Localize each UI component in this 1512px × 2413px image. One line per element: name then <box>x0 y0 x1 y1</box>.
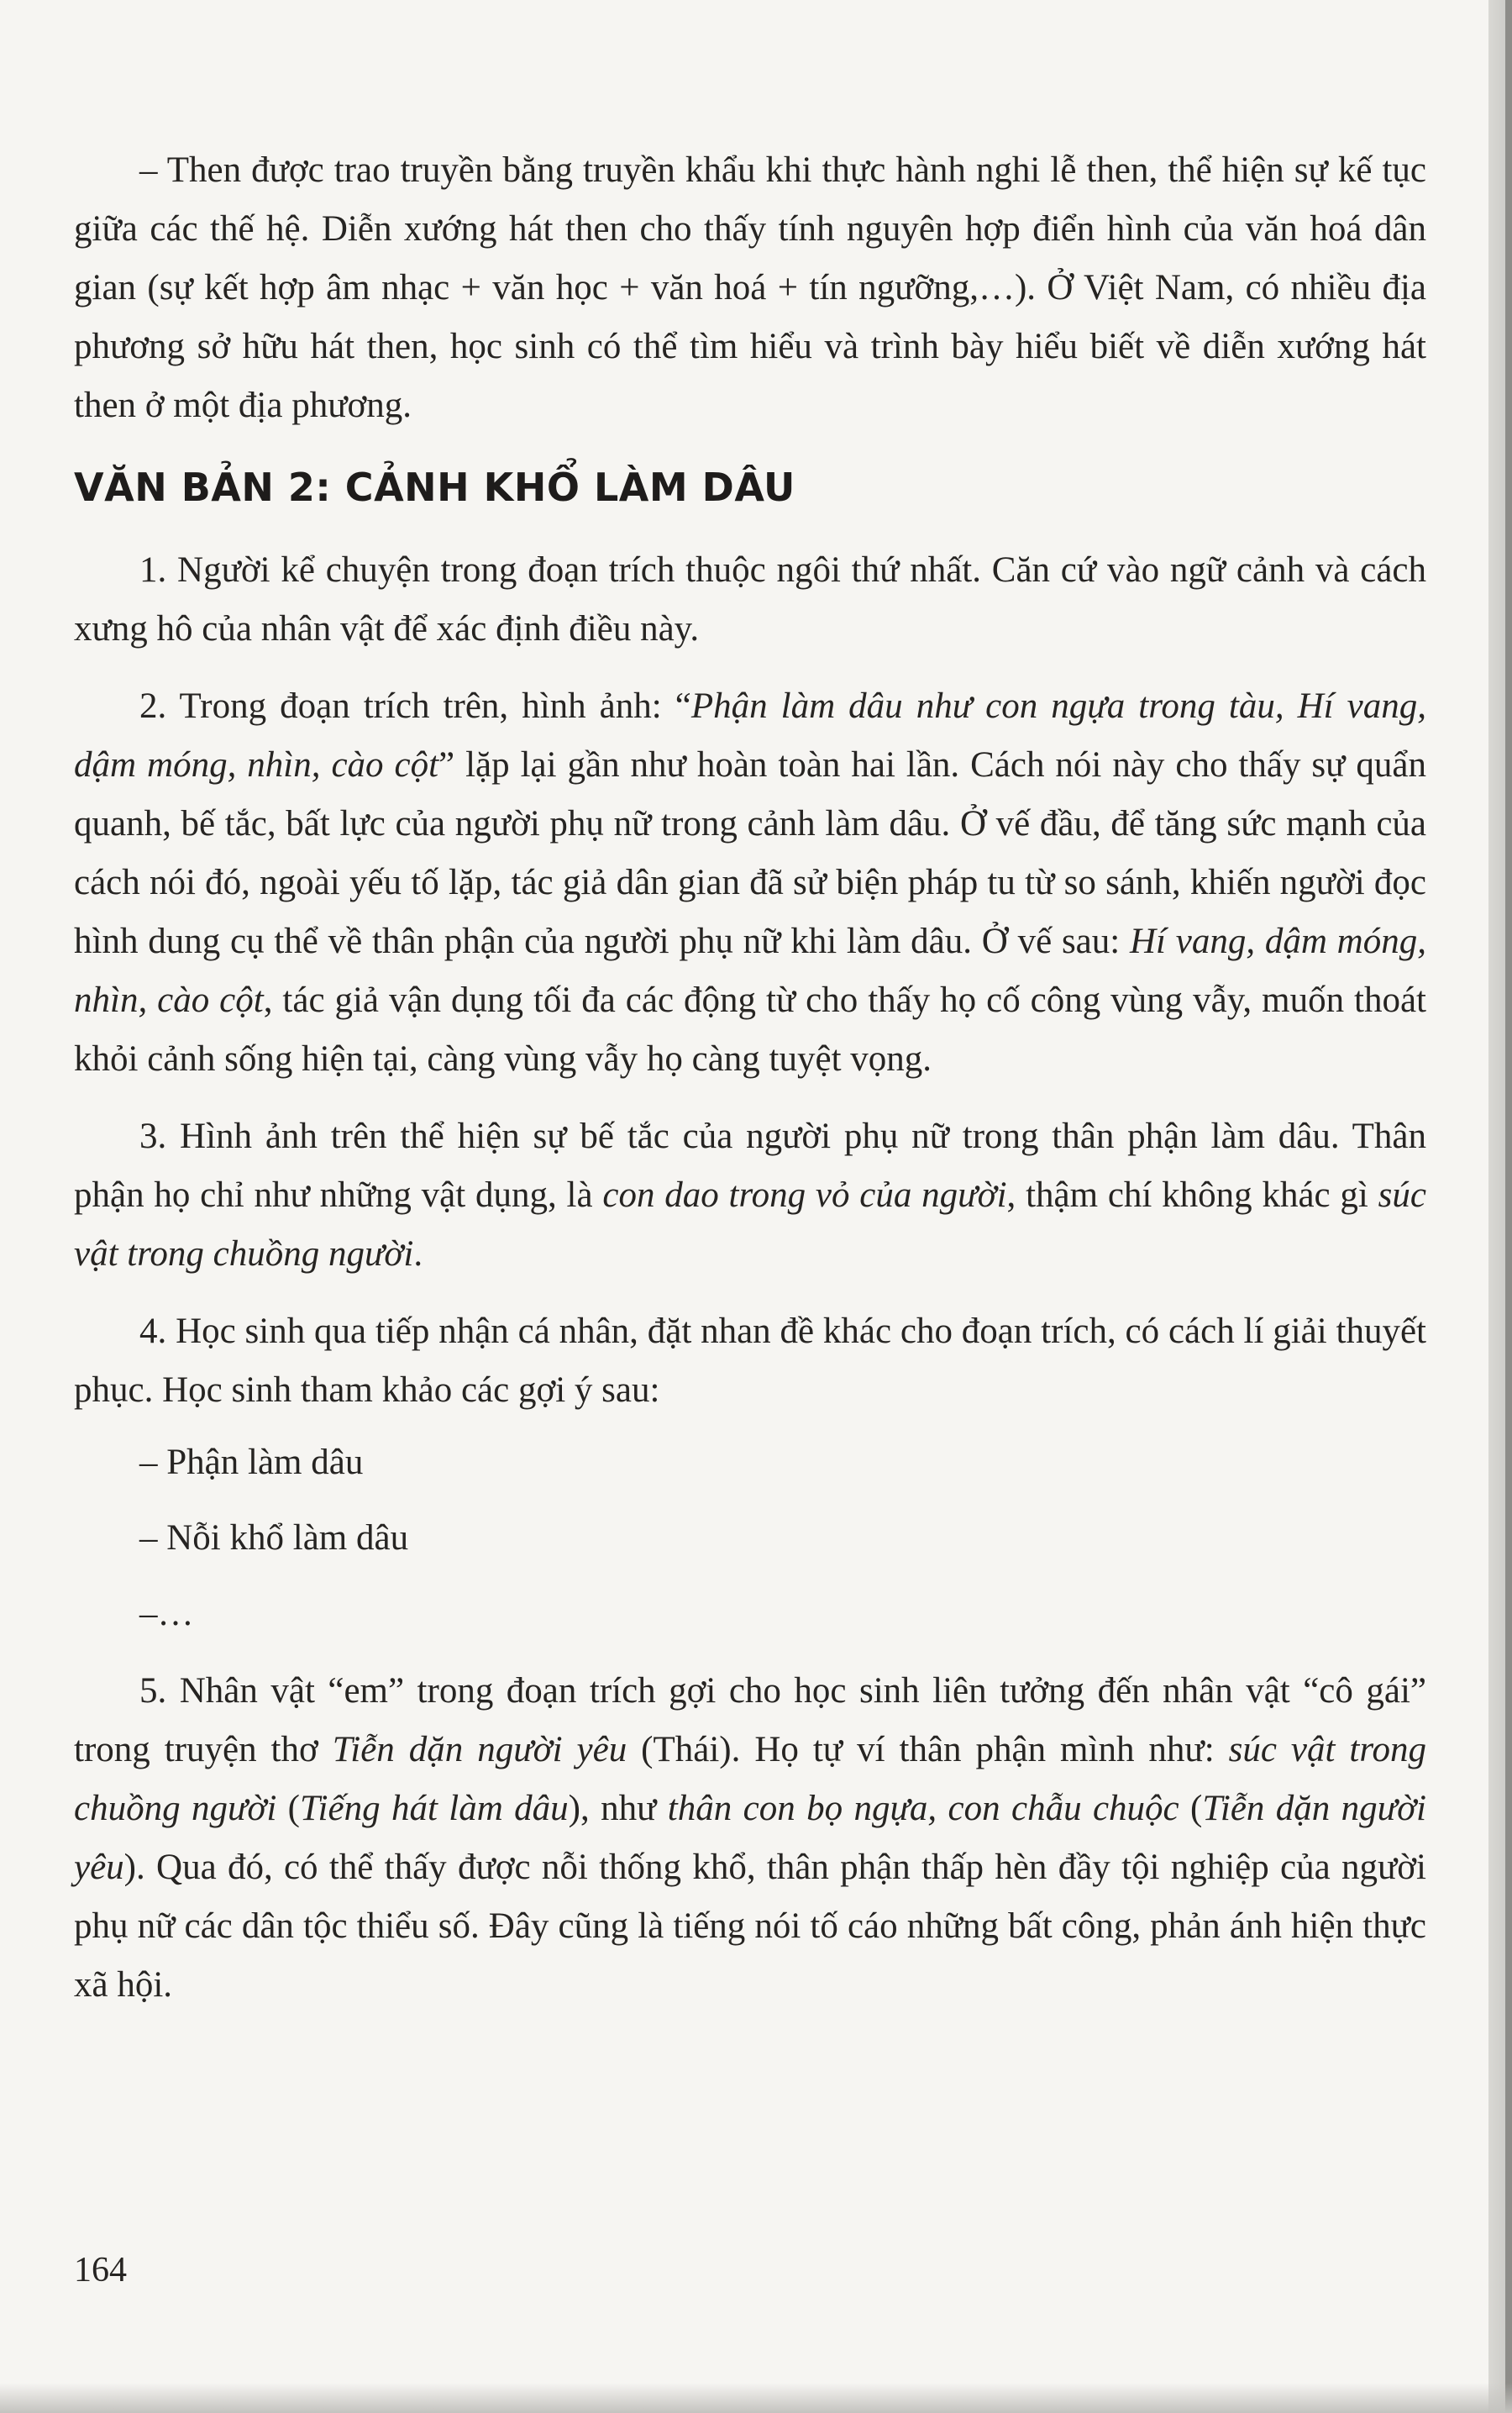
answer-1: 1. Người kể chuyện trong đoạn trích thuộc ngôi thứ nhất. Căn cứ vào ngữ cảnh và cách xưng hô của nhân vật để xác định điều này. <box>74 550 1426 649</box>
answer-5-text-k: ). Qua đó, có thể thấy được nỗi thống khổ, thân phận thấp hèn đầy tội nghiệp của người phụ nữ các dân tộc thiểu số. Đây cũng là tiếng nói tố cáo những bất công, phản ánh hiện thực xã hội. <box>74 1848 1426 2005</box>
answer-4: 4. Học sinh qua tiếp nhận cá nhân, đặt nhan đề khác cho đoạn trích, có cách lí giải thuyết phục. Học sinh tham khảo các gợi ý sau: <box>74 1312 1426 1410</box>
answer-5-text-a: 5. Nhân vật “em” trong đoạn trích gợi cho học sinh liên tưởng đến nhân vật “cô gái” trong truyện thơ <box>74 1671 1426 1769</box>
answer-5-title-tieng-hat: Tiếng hát làm dâu <box>300 1789 569 1828</box>
answer-5-text-i: ( <box>1179 1789 1203 1828</box>
section-heading: VĂN BẢN 2: CẢNH KHỔ LÀM DÂU <box>74 465 795 510</box>
answer-5-italic-suc-vat: súc vật trong chuồng người <box>74 1730 1427 1828</box>
answer-2-text-a: 2. Trong đoạn trích trên, hình ảnh: “ <box>139 686 691 726</box>
answer-5-italic-bo-ngua: thân con bọ ngựa, con chẫu chuộc <box>667 1789 1179 1828</box>
intro-paragraph: – Then được trao truyền bằng truyền khẩu khi thực hành nghi lễ then, thể hiện sự kế tục giữa các thế hệ. Diễn xướng hát then cho thấy tính nguyên hợp điển hình của văn hoá dân gian (sự kết hợp âm nhạc + văn học + văn hoá + tín ngưỡng,…). Ở Việt Nam, có nhiều địa phương sở hữu hát then, học sinh có thể tìm hiểu và trình bày hiểu biết về diễn xướng hát then ở một địa phương. <box>74 150 1426 425</box>
answer-3-italic-d: súc vật trong chuồng người <box>74 1175 1426 1274</box>
answer-2 <box>74 677 1426 1089</box>
answer-5 <box>74 1662 1426 2015</box>
answer-2-text-e: , tác giả vận dụng tối đa các động từ cho thấy họ cố công vùng vẫy, muốn thoát khỏi cảnh sống hiện tại, càng vùng vẫy họ càng tuyệt vọng. <box>74 980 1426 1079</box>
page-number: 164 <box>74 2251 127 2289</box>
suggestion-item: – Nỗi khổ làm dâu <box>139 1518 409 1558</box>
page-edge-shadow <box>1505 0 1512 2413</box>
page-content <box>74 141 1426 2033</box>
answer-5-text-e: ( <box>276 1789 301 1828</box>
answer-5-title-tien-dan: Tiễn dặn người yêu <box>332 1730 627 1769</box>
suggestion-item: – Phận làm dâu <box>139 1443 364 1482</box>
suggestion-item: –… <box>139 1594 194 1633</box>
answer-2-quote-second: Hí vang, dậm móng, nhìn, cào cột <box>74 922 1426 1020</box>
answer-2-quote: Phận làm dâu như con ngựa trong tàu, Hí vang, dậm móng, nhìn, cào cột <box>74 686 1426 785</box>
answer-3-italic-b: con dao trong vỏ của người <box>602 1175 1007 1215</box>
answer-5-text-g: ), như <box>568 1789 668 1828</box>
answer-3-text-a: 3. Hình ảnh trên thể hiện sự bế tắc của người phụ nữ trong thân phận làm dâu. Thân phận họ chỉ như những vật dụng, là <box>74 1117 1426 1215</box>
answer-3 <box>74 1107 1426 1284</box>
answer-5-text-c: (Thái). Họ tự ví thân phận mình như: <box>627 1730 1229 1769</box>
page-bottom-shadow <box>0 2383 1512 2413</box>
answer-5-title-tien-dan-2: Tiễn dặn người yêu <box>74 1789 1426 1887</box>
answer-3-text-e: . <box>413 1234 423 1274</box>
answer-3-text-c: , thậm chí không khác gì <box>1006 1175 1378 1215</box>
answer-2-text-c: ” lặp lại gần như hoàn toàn hai lần. Cách nói này cho thấy sự quẩn quanh, bế tắc, bất lực của người phụ nữ trong cảnh làm dâu. Ở vế đầu, để tăng sức mạnh của cách nói đó, ngoài yếu tố lặp, tác giả dân gian đã sử biện pháp tu từ so sánh, khiến người đọc hình dung cụ thể về thân phận của người phụ nữ khi làm dâu. Ở vế sau: <box>74 745 1427 961</box>
